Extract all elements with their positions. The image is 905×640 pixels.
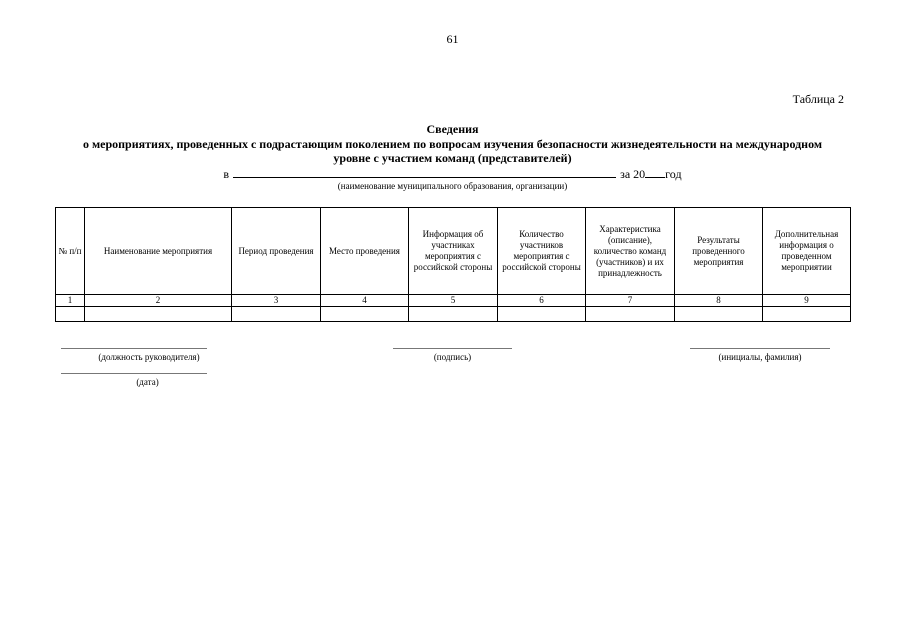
column-number: 1 bbox=[56, 295, 85, 307]
position-label: (должность руководителя) bbox=[98, 352, 200, 362]
table-row bbox=[56, 307, 851, 322]
table-cell[interactable] bbox=[232, 307, 321, 322]
place-hint bbox=[0, 181, 905, 191]
year-blank bbox=[645, 166, 665, 178]
date-line[interactable] bbox=[61, 373, 207, 374]
table-cell[interactable] bbox=[409, 307, 498, 322]
column-header: № п/п bbox=[56, 208, 85, 295]
column-header: Количество участников мероприятия с российской стороны bbox=[498, 208, 586, 295]
place-hint-text: (наименование муниципального образования, организации) bbox=[337, 181, 568, 191]
column-header: Период проведения bbox=[232, 208, 321, 295]
name-label: (инициалы, фамилия) bbox=[718, 352, 802, 362]
page-number: 61 bbox=[446, 32, 459, 46]
column-number: 2 bbox=[85, 295, 232, 307]
column-header: Наименование мероприятия bbox=[85, 208, 232, 295]
column-number: 9 bbox=[763, 295, 851, 307]
data-table bbox=[55, 207, 851, 322]
position-signature-line[interactable] bbox=[61, 348, 207, 349]
place-prefix: в bbox=[223, 167, 230, 181]
signature-line[interactable] bbox=[393, 348, 512, 349]
table-cell[interactable] bbox=[586, 307, 675, 322]
table-cell[interactable] bbox=[56, 307, 85, 322]
table-cell[interactable] bbox=[763, 307, 851, 322]
year-suffix: год bbox=[665, 167, 682, 181]
table-cell[interactable] bbox=[321, 307, 409, 322]
column-number: 4 bbox=[321, 295, 409, 307]
column-header: Дополнительная информация о проведенном мероприятии bbox=[763, 208, 851, 295]
table-number: Таблица 2 bbox=[792, 92, 844, 106]
name-signature-line[interactable] bbox=[690, 348, 830, 349]
column-number: 8 bbox=[675, 295, 763, 307]
column-number: 5 bbox=[409, 295, 498, 307]
date-label: (дата) bbox=[136, 377, 159, 387]
column-number-row bbox=[56, 295, 851, 307]
document-subtitle: о мероприятиях, проведенных с подрастающим поколением по вопросам изучения безопасности жизнедеятельности на международном уровне с участием команд (представителей) bbox=[82, 137, 823, 165]
column-header: Результаты проведенного мероприятия bbox=[675, 208, 763, 295]
year-prefix: за 20 bbox=[620, 167, 646, 181]
signature-label: (подпись) bbox=[433, 352, 472, 362]
column-header: Характеристика (описание), количество команд (участников) и их принадлежность bbox=[586, 208, 675, 295]
table-cell[interactable] bbox=[85, 307, 232, 322]
table-cell[interactable] bbox=[675, 307, 763, 322]
table-header-row bbox=[56, 208, 851, 295]
table-cell[interactable] bbox=[498, 307, 586, 322]
column-header: Место проведения bbox=[321, 208, 409, 295]
place-blank bbox=[233, 166, 616, 178]
document-title: Сведения bbox=[426, 122, 479, 136]
column-number: 6 bbox=[498, 295, 586, 307]
place-line bbox=[0, 166, 905, 182]
column-header: Информация об участниках мероприятия с российской стороны bbox=[409, 208, 498, 295]
column-number: 7 bbox=[586, 295, 675, 307]
column-number: 3 bbox=[232, 295, 321, 307]
